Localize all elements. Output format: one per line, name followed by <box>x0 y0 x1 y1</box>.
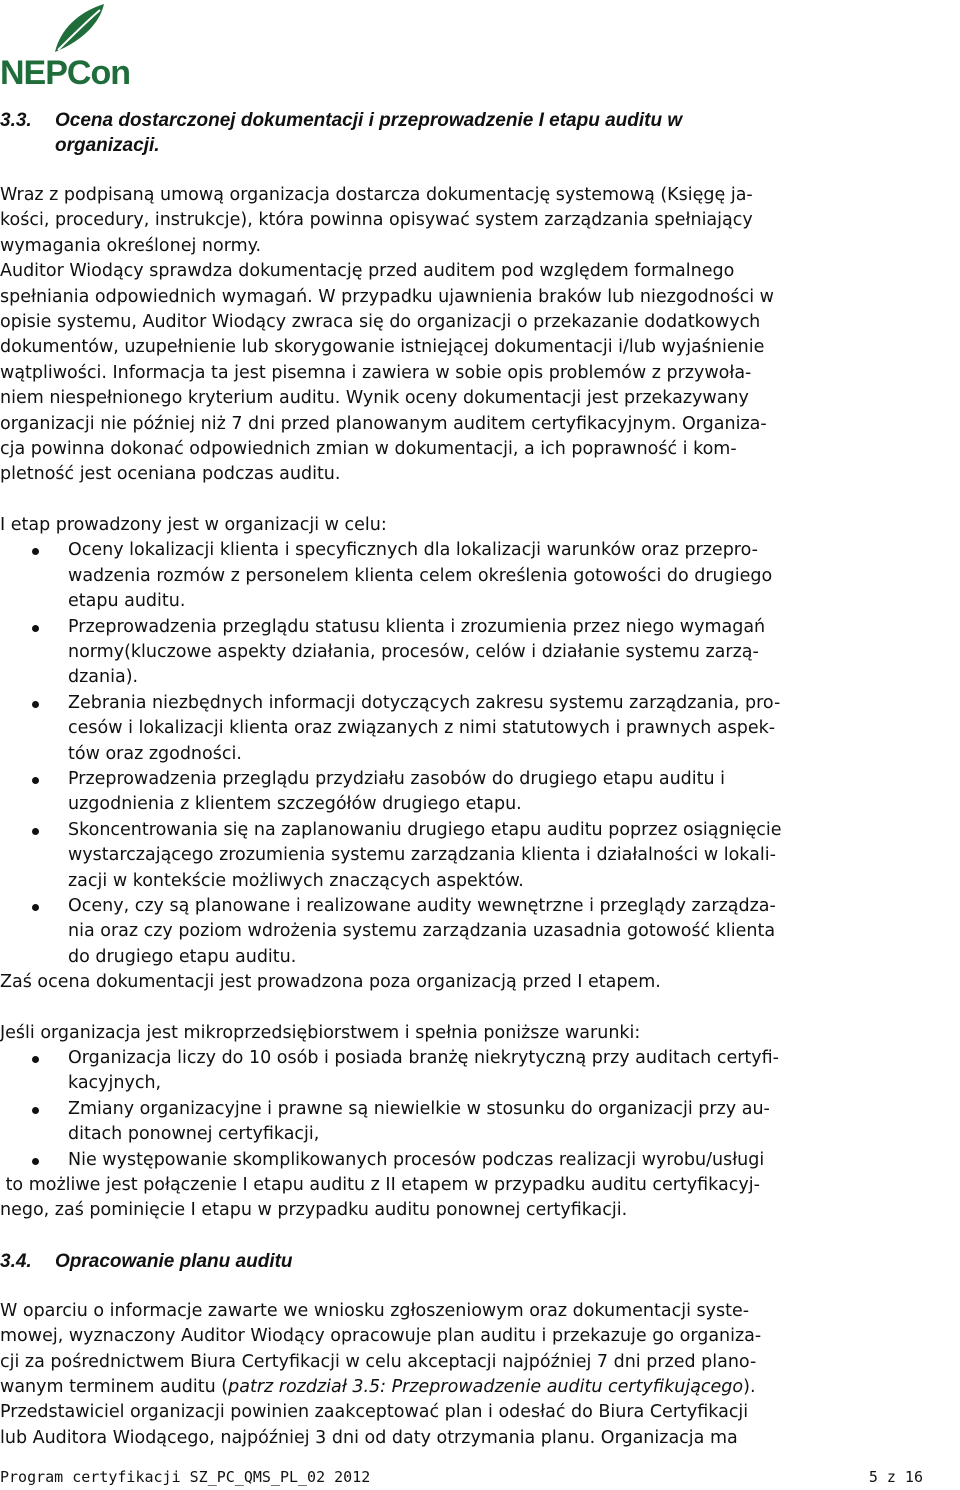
text-line: mowej, wyznaczony Auditor Wiodący opracowuje plan auditu i przekazuje go organiza- <box>0 1326 762 1347</box>
section-title: Opracowanie planu auditu <box>55 1250 293 1272</box>
text-line: Auditor Wiodący sprawdza dokumentację przed auditem pod względem formalnego <box>0 261 735 282</box>
section-number: 3.3. <box>0 110 32 131</box>
list-item: Zmiany organizacyjne i prawne są niewielkie w stosunku do organizacji przy au- ditach ponownej certyfikacji, <box>0 1097 930 1148</box>
text-line: Przedstawiciel organizacji powinien zaakceptować plan i odesłać do Biura Certyfikacji <box>0 1402 749 1423</box>
text-line: dokumentów, uzupełnienie lub skorygowanie istniejącej dokumentacji i/lub wyjaśnienie <box>0 337 765 358</box>
list-item: Nie występowanie skomplikowanych procesów podczas realizacji wyrobu/usługi <box>0 1148 930 1173</box>
list-item: Skoncentrowania się na zaplanowaniu drugiego etapu auditu poprzez osiągnięcie wystarczającego zrozumienia systemu zarządzania klienta i działalności w lokali- zacji w kontekście możliwych znaczących aspektów. <box>0 818 930 894</box>
section-title-line-2: organizacji. <box>55 135 160 156</box>
nepcon-logo <box>0 0 130 92</box>
bullet-icon <box>32 828 39 835</box>
text-line: cji za pośrednictwem Biura Certyfikacji w celu akceptacji najpóźniej 7 dni przed plano- <box>0 1351 757 1372</box>
footer-program-id: Program certyfikacji SZ_PC_QMS_PL_02 2012 <box>0 1468 371 1486</box>
text-line: cja powinna dokonać odpowiednich zmian w dokumentacji, a ich poprawność i kom- <box>0 439 737 460</box>
bullet-icon <box>32 904 39 911</box>
list-item: Oceny lokalizacji klienta i specyficznych dla lokalizacji warunków oraz przepro- wadzenia rozmów z personelem klienta celem określenia gotowości do drugiego etapu auditu. <box>0 538 930 614</box>
text-line: opisie systemu, Auditor Wiodący zwraca się do organizacji o przekazanie dodatkowych <box>0 312 761 333</box>
bullet-icon <box>32 1158 39 1165</box>
section-title-line-1: Ocena dostarczonej dokumentacji i przeprowadzenie I etapu auditu w <box>55 110 683 131</box>
text-line: wymagania określonej normy. <box>0 235 262 256</box>
page-number: 5 z 16 <box>868 1468 923 1486</box>
bullet-icon <box>32 701 39 708</box>
text-line: wanym terminem auditu (patrz rozdział 3.5: Przeprowadzenie auditu certyfikującego). <box>0 1377 756 1398</box>
chapter-reference: patrz rozdział 3.5: Przeprowadzenie auditu certyfikującego <box>228 1377 744 1398</box>
text-line: kości, procedury, instrukcje), która powinna opisywać system zarządzania spełniający <box>0 210 753 231</box>
document-page <box>0 108 930 1451</box>
text-line: wątpliwości. Informacja ta jest pisemna i zawiera w sobie opis problemów z przywoła- <box>0 362 752 383</box>
text-line: lub Auditora Wiodącego, najpóźniej 3 dni od daty otrzymania planu. Organizacja ma <box>0 1427 738 1448</box>
micro-outro-line: nego, zaś pominięcie I etapu w przypadku auditu ponownej certyfikacji. <box>0 1200 628 1221</box>
text-line: niem niespełnionego kryterium auditu. Wynik oceny dokumentacji jest przekazywany <box>0 388 749 409</box>
stage-outro: Zaś ocena dokumentacji jest prowadzona poza organizacją przed I etapem. <box>0 972 661 993</box>
micro-intro: Jeśli organizacja jest mikroprzedsiębiorstwem i spełnia poniższe warunki: <box>0 1022 641 1043</box>
section-3-4-heading <box>0 1249 930 1274</box>
paragraph-audit-plan <box>0 1299 930 1451</box>
stage-goals-list <box>0 538 930 970</box>
micro-conditions-list <box>0 1046 930 1173</box>
bullet-icon <box>32 777 39 784</box>
list-item: Zebrania niezbędnych informacji dotyczących zakresu systemu zarządzania, pro- cesów i lokalizacji klienta oraz związanych z nimi statutowych i prawnych aspek- tów oraz zgodności. <box>0 691 930 767</box>
paragraph-documentation <box>0 183 930 488</box>
list-item: Organizacja liczy do 10 osób i posiada branżę niekrytyczną przy auditach certyfi- kacyjnych, <box>0 1046 930 1097</box>
text-line: Wraz z podpisaną umową organizacja dostarcza dokumentację systemową (Księgę ja- <box>0 185 753 205</box>
leaf-icon <box>0 0 130 60</box>
list-item: Oceny, czy są planowane i realizowane audity wewnętrzne i przeglądy zarządza- nia oraz czy poziom wdrożenia systemu zarządzania uzasadnia gotowość klienta do drugiego etapu auditu. <box>0 894 930 970</box>
logo-text: NEPCon <box>0 54 130 92</box>
page-footer <box>0 1468 923 1486</box>
text-line: pletność jest oceniana podczas auditu. <box>0 464 341 485</box>
list-item: Przeprowadzenia przeglądu statusu klienta i zrozumienia przez niego wymagań normy(kluczowe aspekty działania, procesów, celów i działanie systemu zarzą- dzania). <box>0 615 930 691</box>
text-line: spełniania odpowiednich wymagań. W przypadku ujawnienia braków lub niezgodności w <box>0 286 774 307</box>
section-number: 3.4. <box>0 1250 32 1272</box>
section-3-3-heading <box>0 108 930 158</box>
text-line: organizacji nie później niż 7 dni przed planowanym auditem certyfikacyjnym. Organiza- <box>0 413 767 434</box>
bullet-icon <box>32 1056 39 1063</box>
micro-outro-line: to możliwe jest połączenie I etapu auditu z II etapem w przypadku auditu certyfikacyj- <box>0 1175 760 1196</box>
bullet-icon <box>32 1107 39 1114</box>
stage-intro: I etap prowadzony jest w organizacji w celu: <box>0 514 387 535</box>
bullet-icon <box>32 625 39 632</box>
bullet-icon <box>32 548 39 555</box>
text-line: W oparciu o informacje zawarte we wniosku zgłoszeniowym oraz dokumentacji syste- <box>0 1300 750 1321</box>
list-item: Przeprowadzenia przeglądu przydziału zasobów do drugiego etapu auditu i uzgodnienia z klientem szczegółów drugiego etapu. <box>0 767 930 818</box>
